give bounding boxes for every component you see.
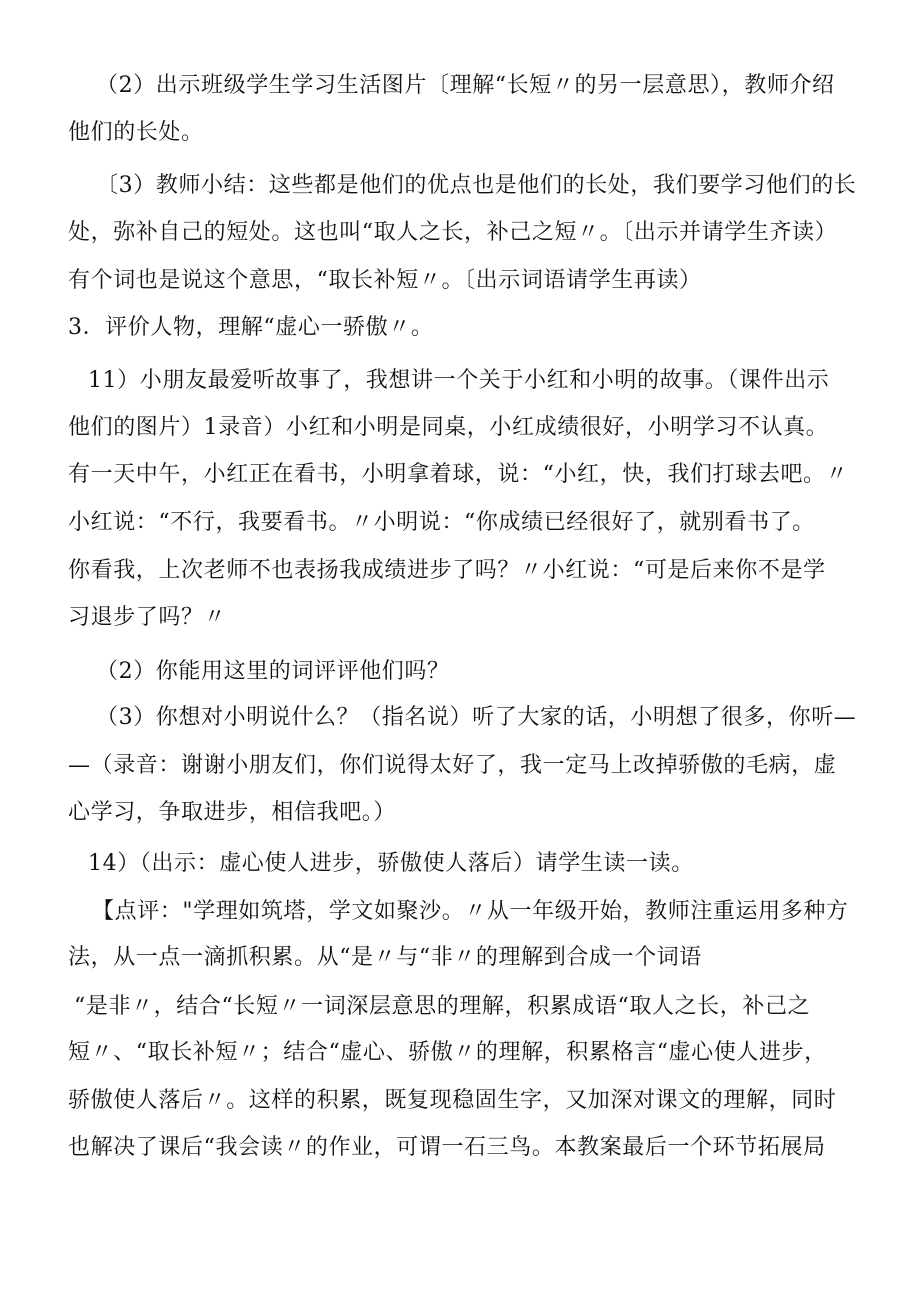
text-line-4: 处，弥补自己的短处。这也叫“取人之长，补己之短〃。〔出示并请学生齐读） — [68, 220, 838, 245]
text-line-9: 有一天中午，小红正在看书，小明拿着球，说：“小红，快，我们打球去吧。〃 — [68, 462, 849, 487]
text-line-2: 他们的长处。 — [68, 120, 204, 145]
text-line-1: （2）出示班级学生学习生活图片〔理解“长短〃的另一层意思），教师介绍 — [96, 73, 835, 98]
text-line-16: 心学习，争取进步，相信我吧。） — [68, 800, 397, 825]
text-line-8: 他们的图片）1录音）小红和小明是同桌，小红成绩很好，小明学习不认真。 — [68, 415, 829, 440]
text-line-18: 【点评："学理如筑塔，学文如聚沙。〃从一年级开始，教师注重运用多种方 — [92, 899, 849, 924]
text-line-13: （2）你能用这里的词评评他们吗？ — [96, 659, 450, 684]
text-line-19: 法，从一点一滴抓积累。从“是〃与“非〃的理解到合成一个词语 — [68, 945, 702, 970]
text-line-23: 也解决了课后“我会读〃的作业，可谓一石三鸟。本教案最后一个环节拓展局 — [68, 1135, 826, 1160]
text-line-3: 〔3）教师小结：这些都是他们的优点也是他们的长处，我们要学习他们的长 — [96, 173, 857, 198]
text-line-14: （3）你想对小明说什么？（指名说）听了大家的话，小明想了很多，你听— — [96, 705, 857, 730]
text-line-6: 3．评价人物，理解“虚心一骄傲〃。 — [68, 315, 434, 340]
text-line-20: “是非〃，结合“长短〃一词深层意思的理解，积累成语“取人之长，补己之 — [74, 994, 811, 1019]
text-line-21: 短〃、“取长补短〃；结合“虚心、骄傲〃的理解，积累格言“虚心使人进步， — [68, 1040, 827, 1065]
text-line-7: 11）小朋友最爱听故事了，我想讲一个关于小红和小明的故事。（课件出示 — [88, 368, 830, 393]
text-line-10: 小红说：“不行，我要看书。〃小明说：“你成绩已经很好了，就别看书了。 — [68, 510, 815, 535]
text-line-12: 习退步了吗？〃 — [68, 605, 227, 630]
text-line-17: 14）（出示：虚心使人进步，骄傲使人落后）请学生读一读。 — [88, 851, 694, 876]
text-line-11: 你看我，上次老师不也表扬我成绩进步了吗？〃小红说：“可是后来你不是学 — [68, 558, 826, 583]
text-line-5: 有个词也是说这个意思，“取长补短〃。〔出示词语请学生再读） — [68, 268, 702, 293]
text-line-22: 骄傲使人落后〃。这样的积累，既复现稳固生字，又加深对课文的理解，同时 — [68, 1088, 837, 1113]
text-line-15: —（录音：谢谢小朋友们，你们说得太好了，我一定马上改掉骄傲的毛病，虚 — [68, 753, 837, 778]
